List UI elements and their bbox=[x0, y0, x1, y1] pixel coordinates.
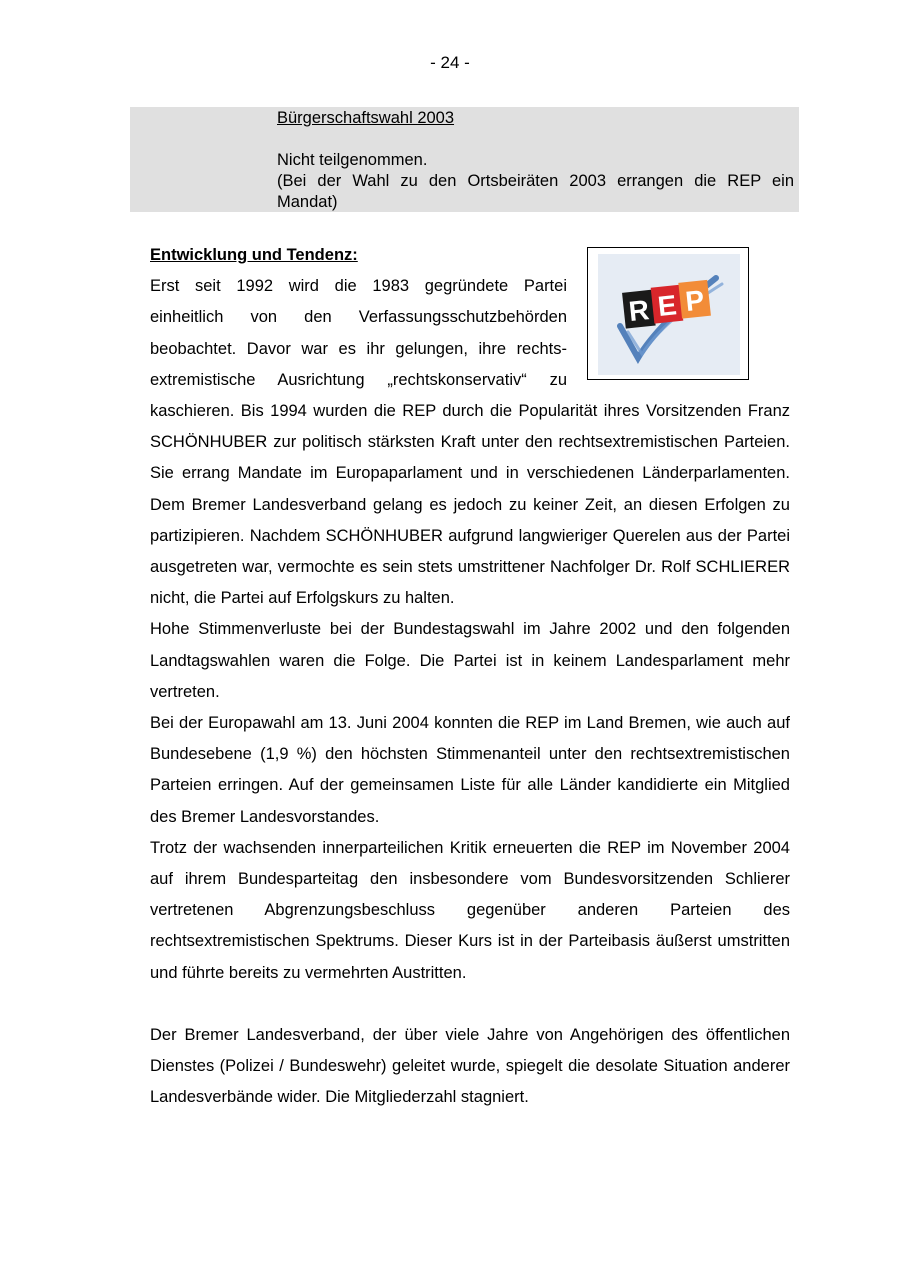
section-heading: Entwicklung und Tendenz: bbox=[150, 246, 358, 264]
election-title: Bürgerschaftswahl 2003 bbox=[277, 109, 455, 127]
rep-logo-letter-p: P bbox=[683, 284, 706, 318]
election-result-line: Nicht teilgenommen. bbox=[277, 151, 428, 169]
election-result-box bbox=[130, 107, 799, 212]
paragraph-history: Erst seit 1992 wird die 1983 gegründete Partei einheitlich von den Verfassungsschutzbehörden beobachtet. Davor war es ihr gelungen, ihre rechts-extremistische Ausrichtung „rechtskonservativ“ zu kaschieren. Bis 1994 wurden die REP durch die Popularität ihres Vorsitzenden Franz SCHÖNHUBER zur politisch stärksten Kraft unter den rechtsextremistischen Parteien. Sie errang Mandate im Europaparlament und in verschiedenen Länderparlamenten. Dem Bremer Landesverband gelang es jedoch zu keiner Zeit, an diesen Erfolgen zu partizipieren. Nachdem SCHÖNHUBER aufgrund langwieriger Querelen aus der Partei ausgetreten war, vermochte es sein stets umstrittener Nachfolger Dr. Rolf SCHLIERER nicht, die Partei auf Erfolgskurs zu halten. bbox=[150, 277, 790, 608]
paragraph-landesverband: Der Bremer Landesverband, der über viele Jahre von Angehörigen des öffentlichen Dienstes (Polizei / Bundeswehr) geleitet wurde, spiegelt die desolate Situation anderer Landesverbände wider. Die Mitgliederzahl stagniert. bbox=[150, 1025, 790, 1107]
paragraph-bundesparteitag: Trotz der wachsenden innerparteilichen Kritik erneuerten die REP im November 2004 auf ihrem Bundesparteitag den insbesondere vom Bundesvorsitzenden Schlierer vertretenen Abgrenzungsbeschluss gegenüber anderen Parteien des rechtsextremistischen Spektrums. Dieser Kurs ist in der Parteibasis äußerst umstritten und führte bereits zu vermehrten Austritten. bbox=[150, 838, 790, 982]
paragraph-losses: Hohe Stimmenverluste bei der Bundestagswahl im Jahre 2002 und den folgenden Landtagswahlen waren die Folge. Die Partei ist in keinem Landesparlament mehr vertreten. bbox=[150, 620, 790, 701]
rep-logo bbox=[598, 254, 740, 375]
rep-logo-frame bbox=[587, 247, 749, 380]
main-text bbox=[150, 240, 790, 1113]
paragraph-europawahl: Bei der Europawahl am 13. Juni 2004 konnten die REP im Land Bremen, wie auch auf Bundesebene (1,9 %) den höchsten Stimmenanteil unter den rechtsextremistischen Parteien erringen. Auf der gemeinsamen Liste für alle Länder kandidierte ein Mitglied des Bremer Landesvorstandes. bbox=[150, 714, 790, 826]
election-result-text bbox=[277, 150, 794, 213]
election-note-line: (Bei der Wahl zu den Ortsbeiräten 2003 errangen die REP ein Mandat) bbox=[277, 172, 794, 211]
rep-logo-letter-r: R bbox=[627, 294, 651, 328]
page-number: - 24 - bbox=[430, 53, 470, 72]
rep-logo-letter-e: E bbox=[656, 289, 679, 323]
